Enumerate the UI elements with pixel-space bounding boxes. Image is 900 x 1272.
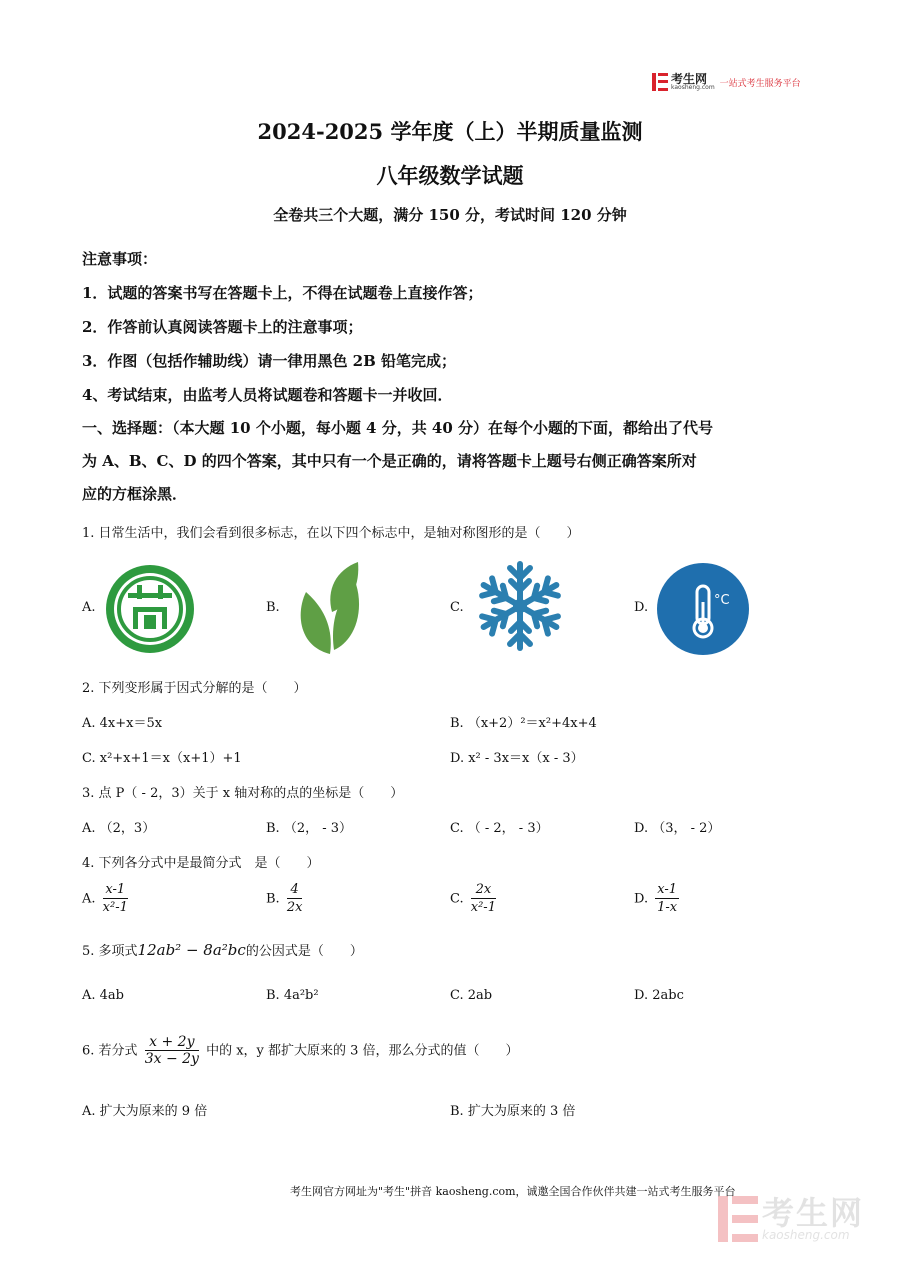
section-line: 一、选择题：（本大题 10 个小题，每小题 4 分，共 40 分）在每个小题的下面，都给出了代号 (82, 419, 714, 437)
denominator: 2x (286, 900, 303, 915)
denominator: 1-x (657, 900, 678, 915)
q5-expression: 12ab² − 8a²bc (137, 941, 246, 959)
q2-option-a: A. 4x+x＝5x (82, 716, 163, 731)
q2-option-b: B. （x+2）²＝x²+4x+4 (450, 716, 597, 731)
section-line: 应的方框涂黑． (82, 485, 188, 503)
watermark-name: 考生网 (762, 1194, 865, 1232)
numerator: 2x (471, 882, 496, 899)
q6-stem (82, 1034, 519, 1068)
numerator: 4 (287, 882, 303, 899)
q5-stem-prefix: 5. 多项式 (82, 944, 138, 959)
exam-subtitle: 全卷共三个大题，满分 150 分，考试时间 120 分钟 (273, 206, 627, 224)
q3-option-c: C. （ - 2， - 3） (450, 821, 549, 836)
logo-mark-icon (652, 73, 668, 91)
numerator: x + 2y (145, 1034, 199, 1051)
denominator: 3x − 2y (144, 1051, 199, 1067)
q6-option-a: A. 扩大为原来的 9 倍 (82, 1104, 208, 1119)
fraction (471, 882, 496, 916)
q5-stem-suffix: 的公因式是（ ） (245, 944, 363, 959)
q4-option-d (634, 882, 682, 916)
q3-stem: 3. 点 P（ - 2，3）关于 x 轴对称的点的坐标是（ ） (82, 786, 404, 801)
notes-heading: 注意事项： (82, 250, 158, 268)
footer-text: 考生网官方网址为"考生"拼音 kaosheng.com，诚邀全国合作伙伴共建一站式考生服务平台 (290, 1185, 736, 1198)
q3-option-b: B. （2， - 3） (266, 821, 353, 836)
notes (82, 242, 482, 412)
q1-label-c: C. (450, 600, 464, 615)
watermark-url: kaosheng.com (762, 1228, 850, 1242)
q1-stem: 1. 日常生活中，我们会看到很多标志，在以下四个标志中，是轴对称图形的是（ ） (82, 526, 580, 541)
denominator: x²-1 (102, 900, 128, 915)
q1-label-a: A. (82, 600, 96, 615)
note-item: 2．作答前认真阅读答题卡上的注意事项； (82, 318, 363, 336)
q4-label: C. (450, 891, 464, 907)
q5-stem (82, 940, 363, 959)
denominator: x²-1 (470, 900, 496, 915)
q6-fraction (145, 1034, 199, 1068)
thermo-unit: °C (714, 593, 730, 608)
header-logo (652, 73, 801, 91)
snowflake-icon (474, 560, 566, 652)
watermark-mark-icon (718, 1196, 758, 1242)
thermometer-icon (656, 562, 750, 656)
q6-stem-suffix: 中的 x，y 都扩大原来的 3 倍，那么分式的值（ ） (206, 1043, 519, 1059)
q1-label-b: B. (266, 600, 280, 615)
logo-name: 考生网 (671, 72, 708, 86)
q4-label: D. (634, 891, 649, 907)
note-item: 4、考试结束，由监考人员将试题卷和答题卡一并收回． (82, 386, 453, 404)
numerator: x-1 (657, 882, 678, 897)
note-item: 1．试题的答案书写在答题卡上，不得在试题卷上直接作答； (82, 284, 483, 302)
q5-option-a: A. 4ab (82, 988, 124, 1003)
q2-option-d: D. x² - 3x＝x（x - 3） (450, 751, 584, 766)
note-item: 3．作图（包括作辅助线）请一律用黑色 2B 铅笔完成； (82, 352, 456, 370)
q5-option-b: B. 4a²b² (266, 988, 319, 1003)
watermark (718, 1196, 864, 1242)
fraction (655, 882, 679, 916)
q6-option-b: B. 扩大为原来的 3 倍 (450, 1104, 576, 1119)
exam-title: 2024-2025 学年度（上）半期质量监测 (257, 119, 643, 144)
q4-label: A. (82, 891, 96, 907)
q4-option-a (82, 882, 131, 916)
q2-stem: 2. 下列变形属于因式分解的是（ ） (82, 681, 307, 696)
fraction (103, 882, 128, 916)
logo-url: kaosheng.com (671, 84, 715, 91)
q4-option-b (266, 882, 305, 916)
fraction (287, 882, 303, 916)
q4-option-c (450, 882, 499, 916)
q4-label: B. (266, 891, 280, 907)
leaf-logo-icon (296, 560, 366, 656)
q6-stem-prefix: 6. 若分式 (82, 1043, 138, 1059)
q5-option-c: C. 2ab (450, 988, 493, 1003)
q1-label-d: D. (634, 600, 649, 615)
logo-slogan: 一站式考生服务平台 (719, 78, 801, 89)
q5-option-d: D. 2abc (634, 988, 684, 1003)
q4-stem: 4. 下列各分式中是最简分式 是（ ） (82, 856, 320, 871)
section-line: 为 A、B、C、D 的四个答案，其中只有一个是正确的，请将答题卡上题号右侧正确答案所对 (82, 452, 697, 470)
q2-option-c: C. x²+x+1＝x（x+1）+1 (82, 751, 242, 766)
exam-subject: 八年级数学试题 (376, 163, 524, 188)
section-one-instructions (82, 412, 822, 511)
q3-option-a: A. （2，3） (82, 821, 156, 836)
q3-option-d: D. （3， - 2） (634, 821, 721, 836)
numerator: x-1 (103, 882, 128, 899)
circle-logo-icon (104, 563, 196, 655)
